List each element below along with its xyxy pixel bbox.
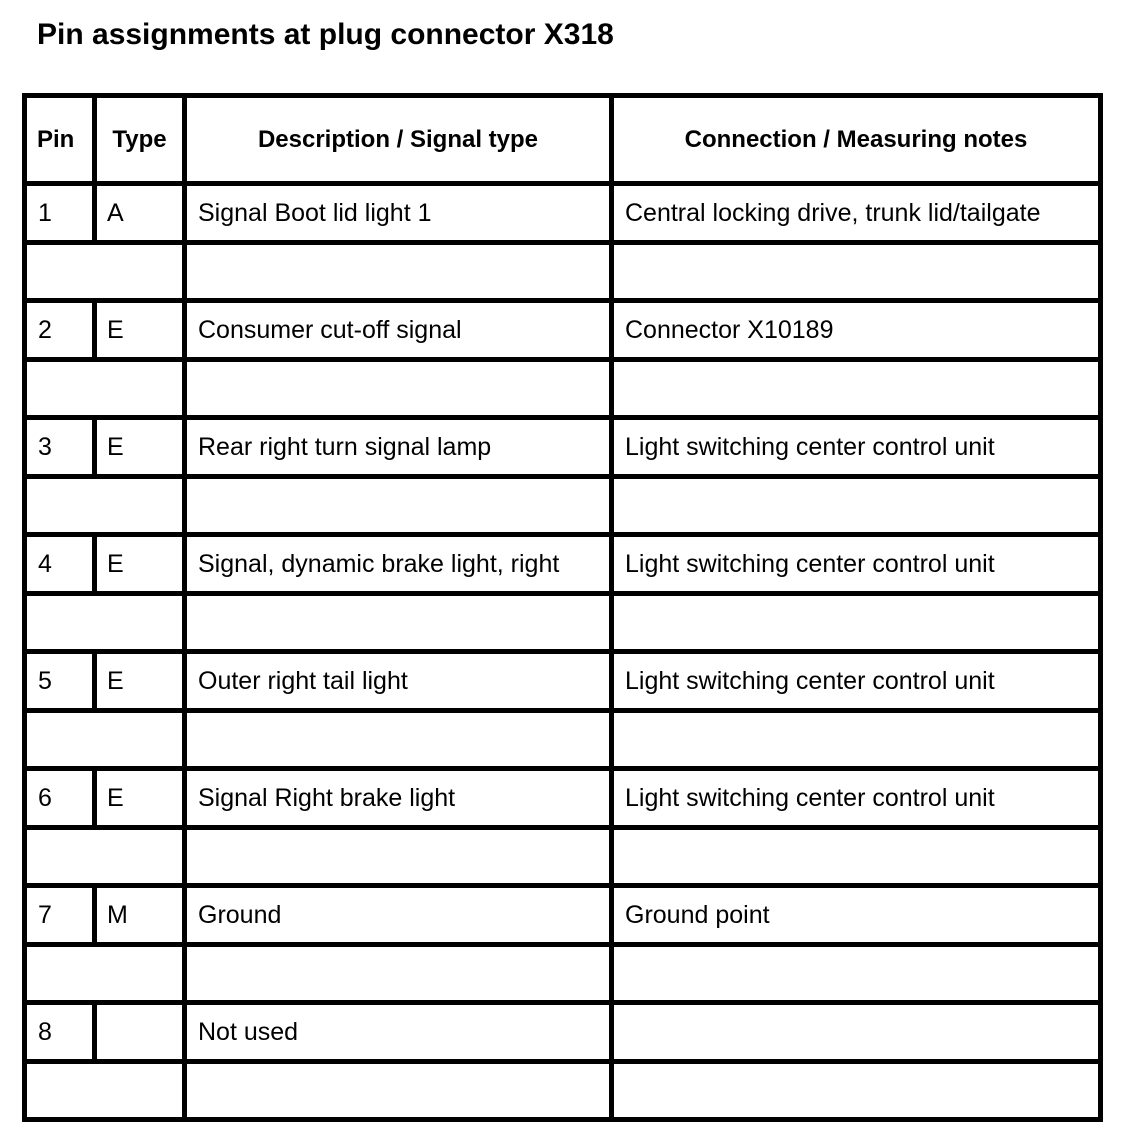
pin-cell: 6 xyxy=(25,769,95,828)
spacer-cell xyxy=(25,827,185,886)
connection-cell: Light switching center control unit xyxy=(612,652,1101,711)
description-cell: Rear right turn signal lamp xyxy=(185,418,612,477)
table-spacer-row xyxy=(25,359,1101,418)
table-header-row xyxy=(25,96,1101,184)
spacer-cell xyxy=(25,359,185,418)
spacer-cell xyxy=(185,593,612,652)
pin-cell: 7 xyxy=(25,886,95,945)
spacer-cell xyxy=(612,242,1101,301)
connection-cell: Central locking drive, trunk lid/tailgate xyxy=(612,184,1101,243)
table-row xyxy=(25,184,1101,243)
description-cell: Signal, dynamic brake light, right xyxy=(185,535,612,594)
table-spacer-row xyxy=(25,593,1101,652)
spacer-cell xyxy=(612,710,1101,769)
spacer-cell xyxy=(185,944,612,1003)
page-title: Pin assignments at plug connector X318 xyxy=(37,18,614,51)
pin-cell: 4 xyxy=(25,535,95,594)
spacer-cell xyxy=(185,242,612,301)
spacer-cell xyxy=(25,476,185,535)
spacer-cell xyxy=(612,476,1101,535)
spacer-cell xyxy=(612,359,1101,418)
spacer-cell xyxy=(185,476,612,535)
description-cell: Signal Right brake light xyxy=(185,769,612,828)
table-spacer-row xyxy=(25,242,1101,301)
table-row xyxy=(25,886,1101,945)
connection-cell: Light switching center control unit xyxy=(612,535,1101,594)
table-spacer-row xyxy=(25,1061,1101,1120)
table-row xyxy=(25,769,1101,828)
spacer-cell xyxy=(612,1061,1101,1120)
header-type: Type xyxy=(95,96,185,184)
table-row xyxy=(25,1003,1101,1062)
spacer-cell xyxy=(612,593,1101,652)
pin-cell: 5 xyxy=(25,652,95,711)
table-row xyxy=(25,301,1101,360)
pin-cell: 8 xyxy=(25,1003,95,1062)
table-row xyxy=(25,535,1101,594)
pin-cell: 2 xyxy=(25,301,95,360)
spacer-cell xyxy=(185,710,612,769)
spacer-cell xyxy=(612,827,1101,886)
pin-assignment-table xyxy=(22,93,1103,1122)
spacer-cell xyxy=(185,359,612,418)
description-cell: Signal Boot lid light 1 xyxy=(185,184,612,243)
spacer-cell xyxy=(25,242,185,301)
table-row xyxy=(25,418,1101,477)
table-spacer-row xyxy=(25,944,1101,1003)
spacer-cell xyxy=(185,827,612,886)
description-cell: Consumer cut-off signal xyxy=(185,301,612,360)
spacer-cell xyxy=(185,1061,612,1120)
type-cell: E xyxy=(95,418,185,477)
type-cell: A xyxy=(95,184,185,243)
type-cell: E xyxy=(95,301,185,360)
description-cell: Ground xyxy=(185,886,612,945)
description-cell: Outer right tail light xyxy=(185,652,612,711)
connection-cell: Light switching center control unit xyxy=(612,418,1101,477)
type-cell: M xyxy=(95,886,185,945)
table-row xyxy=(25,652,1101,711)
type-cell: E xyxy=(95,535,185,594)
connection-cell xyxy=(612,1003,1101,1062)
table-spacer-row xyxy=(25,710,1101,769)
header-connection: Connection / Measuring notes xyxy=(612,96,1101,184)
connection-cell: Ground point xyxy=(612,886,1101,945)
connection-cell: Light switching center control unit xyxy=(612,769,1101,828)
table-spacer-row xyxy=(25,827,1101,886)
pin-cell: 1 xyxy=(25,184,95,243)
spacer-cell xyxy=(25,593,185,652)
header-pin: Pin xyxy=(25,96,95,184)
spacer-cell xyxy=(25,1061,185,1120)
type-cell: E xyxy=(95,652,185,711)
spacer-cell xyxy=(612,944,1101,1003)
type-cell xyxy=(95,1003,185,1062)
header-description: Description / Signal type xyxy=(185,96,612,184)
description-cell: Not used xyxy=(185,1003,612,1062)
connection-cell: Connector X10189 xyxy=(612,301,1101,360)
type-cell: E xyxy=(95,769,185,828)
spacer-cell xyxy=(25,710,185,769)
pin-cell: 3 xyxy=(25,418,95,477)
spacer-cell xyxy=(25,944,185,1003)
table-spacer-row xyxy=(25,476,1101,535)
